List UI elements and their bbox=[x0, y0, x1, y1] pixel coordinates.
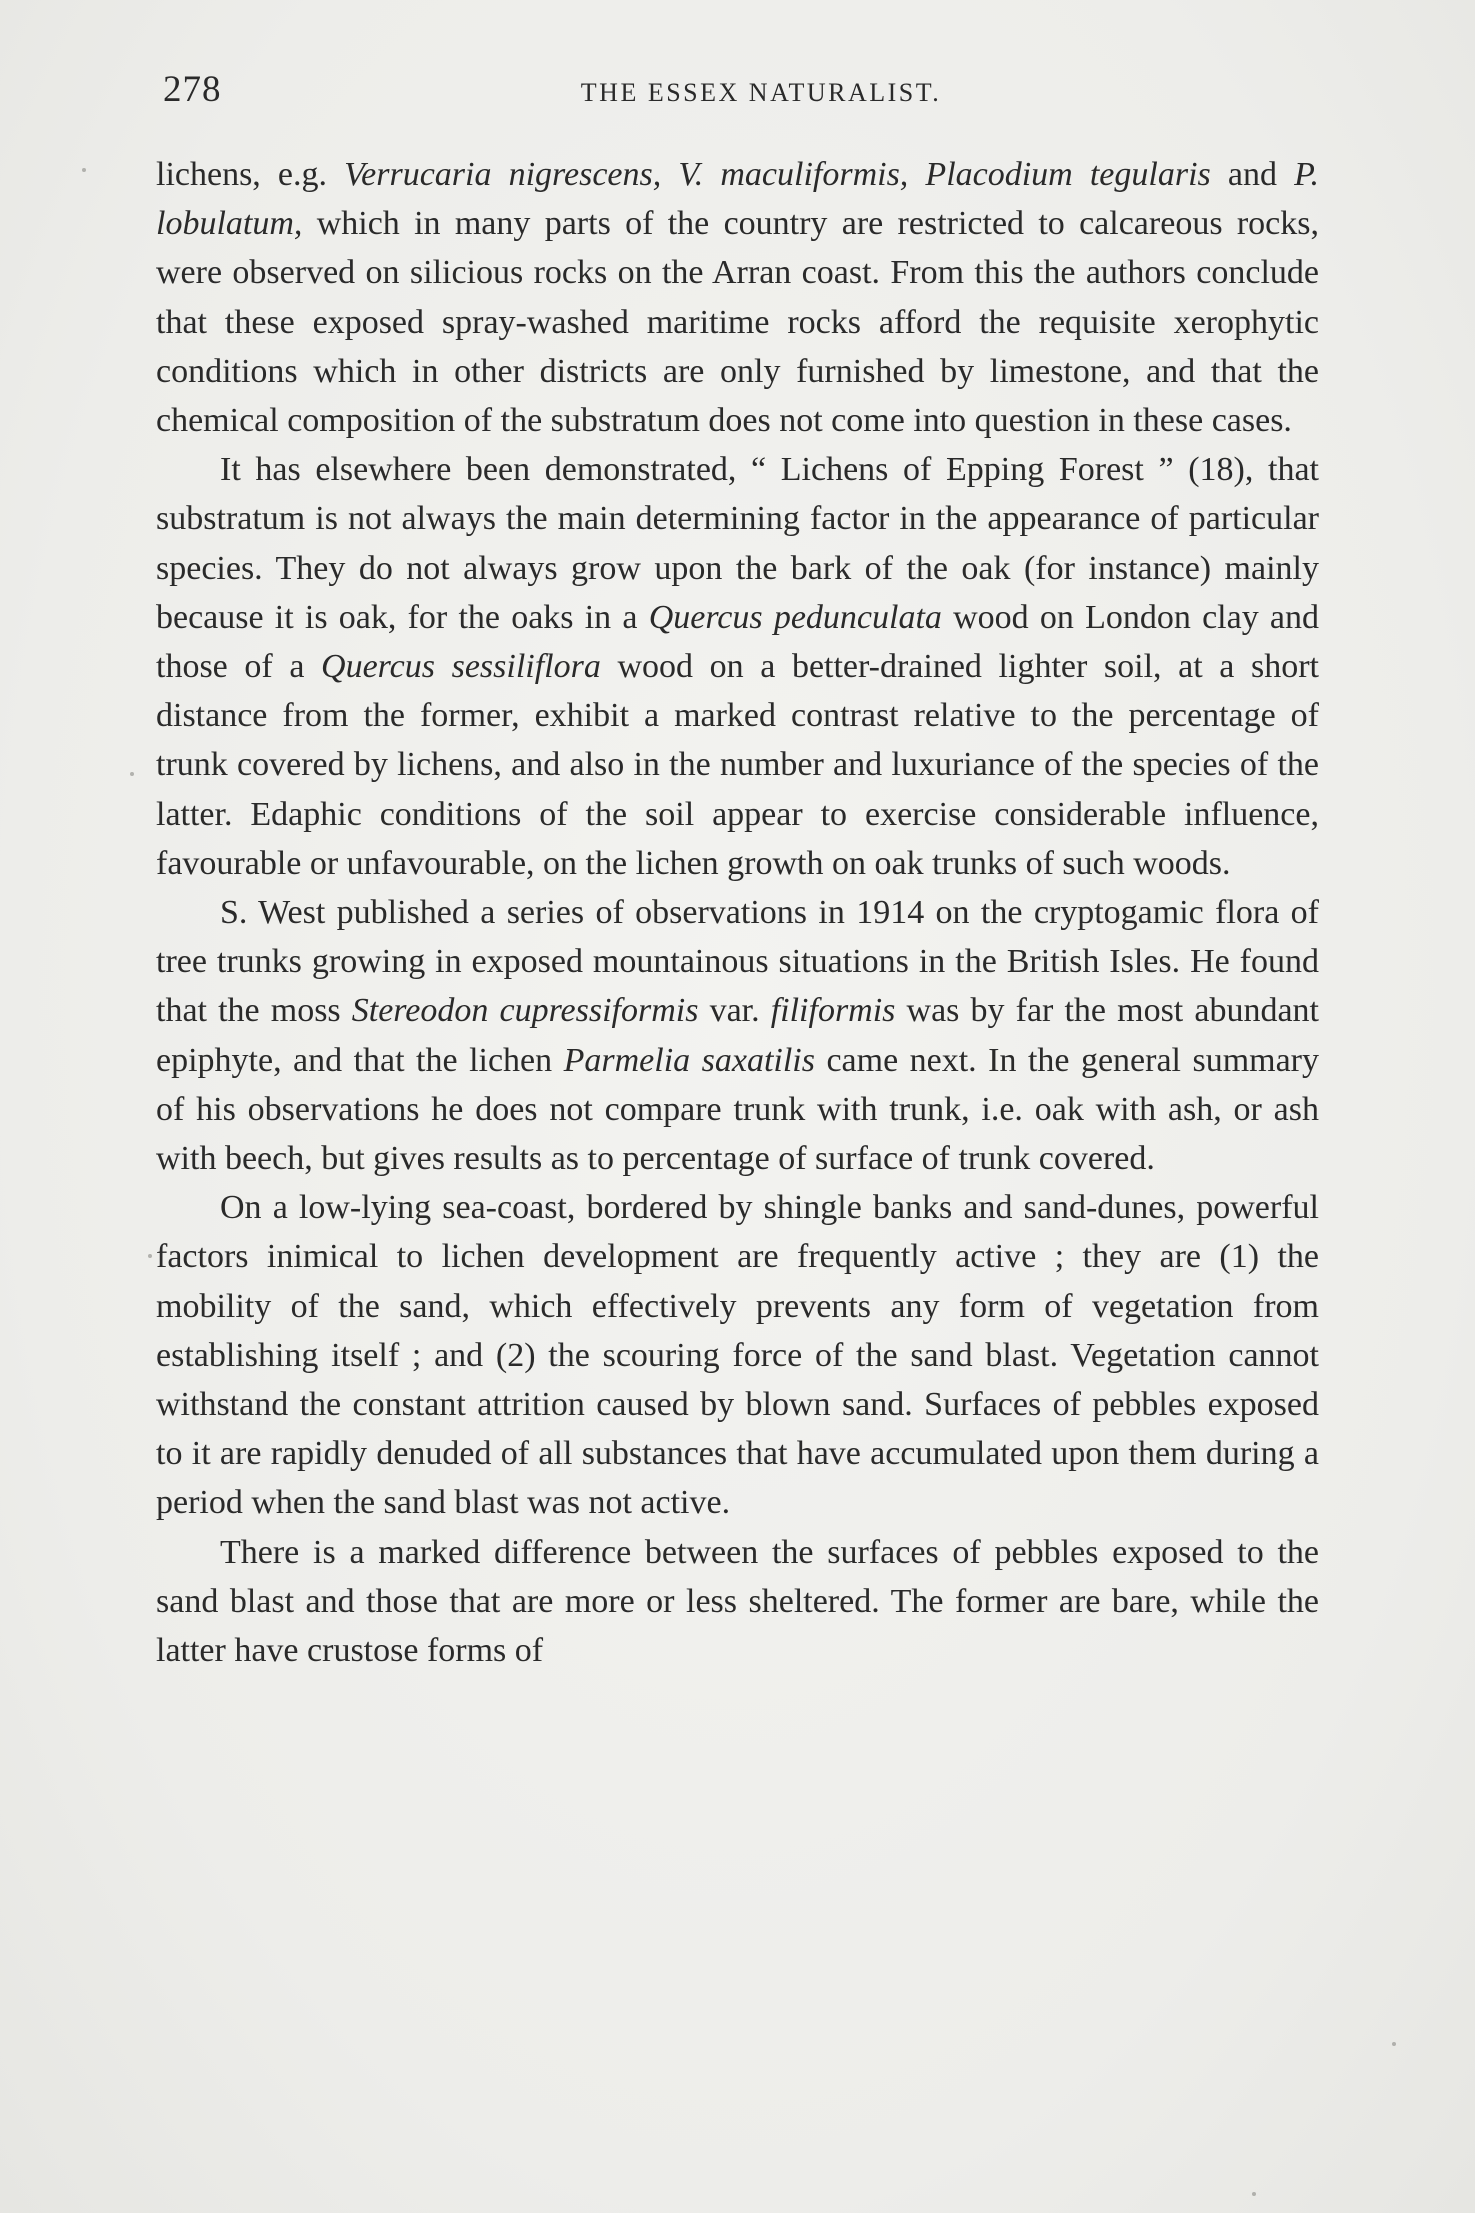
paper-speck bbox=[1252, 2192, 1256, 2196]
paragraph bbox=[156, 150, 1319, 445]
text-run: wood on London clay and those of a bbox=[156, 598, 1320, 686]
text-run: came next. In the general summary of his observations he does not compare trunk with trunk, i.e. oak with ash, or ash with beech, but gives results as to percentage of surface of trunk covered. bbox=[156, 1041, 1319, 1178]
italic-text: Stereodon cupressiformis bbox=[351, 992, 699, 1030]
italic-text: Quercus pedunculata bbox=[648, 598, 942, 636]
running-title: THE ESSEX NATURALIST. bbox=[580, 78, 942, 107]
italic-text: filiformis bbox=[770, 992, 896, 1030]
text-run: var. bbox=[698, 992, 771, 1030]
text-run: S. West published a series of observations in 1914 on the cryptogamic flora of tree trunks growing in exposed mountainous situations in the British Isles. He found that the moss bbox=[156, 894, 1319, 1030]
paragraph bbox=[156, 445, 1319, 888]
text-run: and bbox=[1210, 156, 1295, 193]
paragraph bbox=[156, 1528, 1319, 1676]
italic-text: Quercus sessiliflora bbox=[321, 648, 601, 686]
text-run: There is a marked difference between the surfaces of pebbles exposed to the sand blast and those that are more or less sheltered. The former are bare, while the latter have crustose forms of bbox=[156, 1533, 1319, 1670]
italic-text: P. lobulatum, bbox=[156, 156, 1319, 243]
text-run: which in many parts of the country are restricted to calcareous rocks, were observed on silicious rocks on the Arran coast. From this the authors conclude that these exposed spray-washed maritime rocks afford the requisite xerophytic conditions which in other districts are only furnished by limestone, and that the chemical composition of the substratum does not come into question in these cases. bbox=[156, 205, 1319, 440]
text-run: wood on a better-drained lighter soil, at a short distance from the former, exhibit a marked contrast relative to the percentage of trunk covered by lichens, and also in the number and luxuriance of the species of the latter. Edaphic conditions of the soil appear to exercise considerable influence, favourable or unfavourable, on the lichen growth on oak trunks of such woods. bbox=[156, 648, 1320, 882]
italic-text: Parmelia saxatilis bbox=[563, 1041, 815, 1079]
text-run: lichens, e.g. bbox=[156, 156, 345, 193]
italic-text: Verrucaria nigrescens, V. maculiformis, Placodium tegularis bbox=[344, 156, 1211, 193]
paper-speck bbox=[1392, 2042, 1396, 2046]
paragraph bbox=[156, 888, 1319, 1183]
text-run: It has elsewhere been demonstrated, “ Lichens of Epping Forest ” (18), that substratum is not always the main determining factor in the appearance of particular species. They do not always grow upon the bark of the oak (for instance) mainly because it is oak, for the oaks in a bbox=[156, 451, 1319, 636]
page-number: 278 bbox=[163, 69, 222, 110]
paragraph bbox=[156, 1183, 1319, 1527]
paper-speck bbox=[148, 1254, 152, 1258]
text-run: On a low-lying sea-coast, bordered by shingle banks and sand-dunes, powerful factors inimical to lichen development are frequently active ; they are (1) the mobility of the sand, which effectively prevents any form of vegetation from establishing itself ; and (2) the scouring force of the sand blast. Vegetation cannot withstand the constant attrition caused by blown sand. Surfaces of pebbles exposed to it are rapidly denuded of all substances that have accumulated upon them during a period when the sand blast was not active. bbox=[156, 1189, 1319, 1522]
page-header bbox=[163, 68, 1319, 118]
text-run: was by far the most abundant epiphyte, and that the lichen bbox=[156, 992, 1319, 1079]
paper-speck bbox=[130, 772, 134, 776]
body-text bbox=[156, 150, 1319, 1675]
paper-speck bbox=[82, 168, 86, 172]
